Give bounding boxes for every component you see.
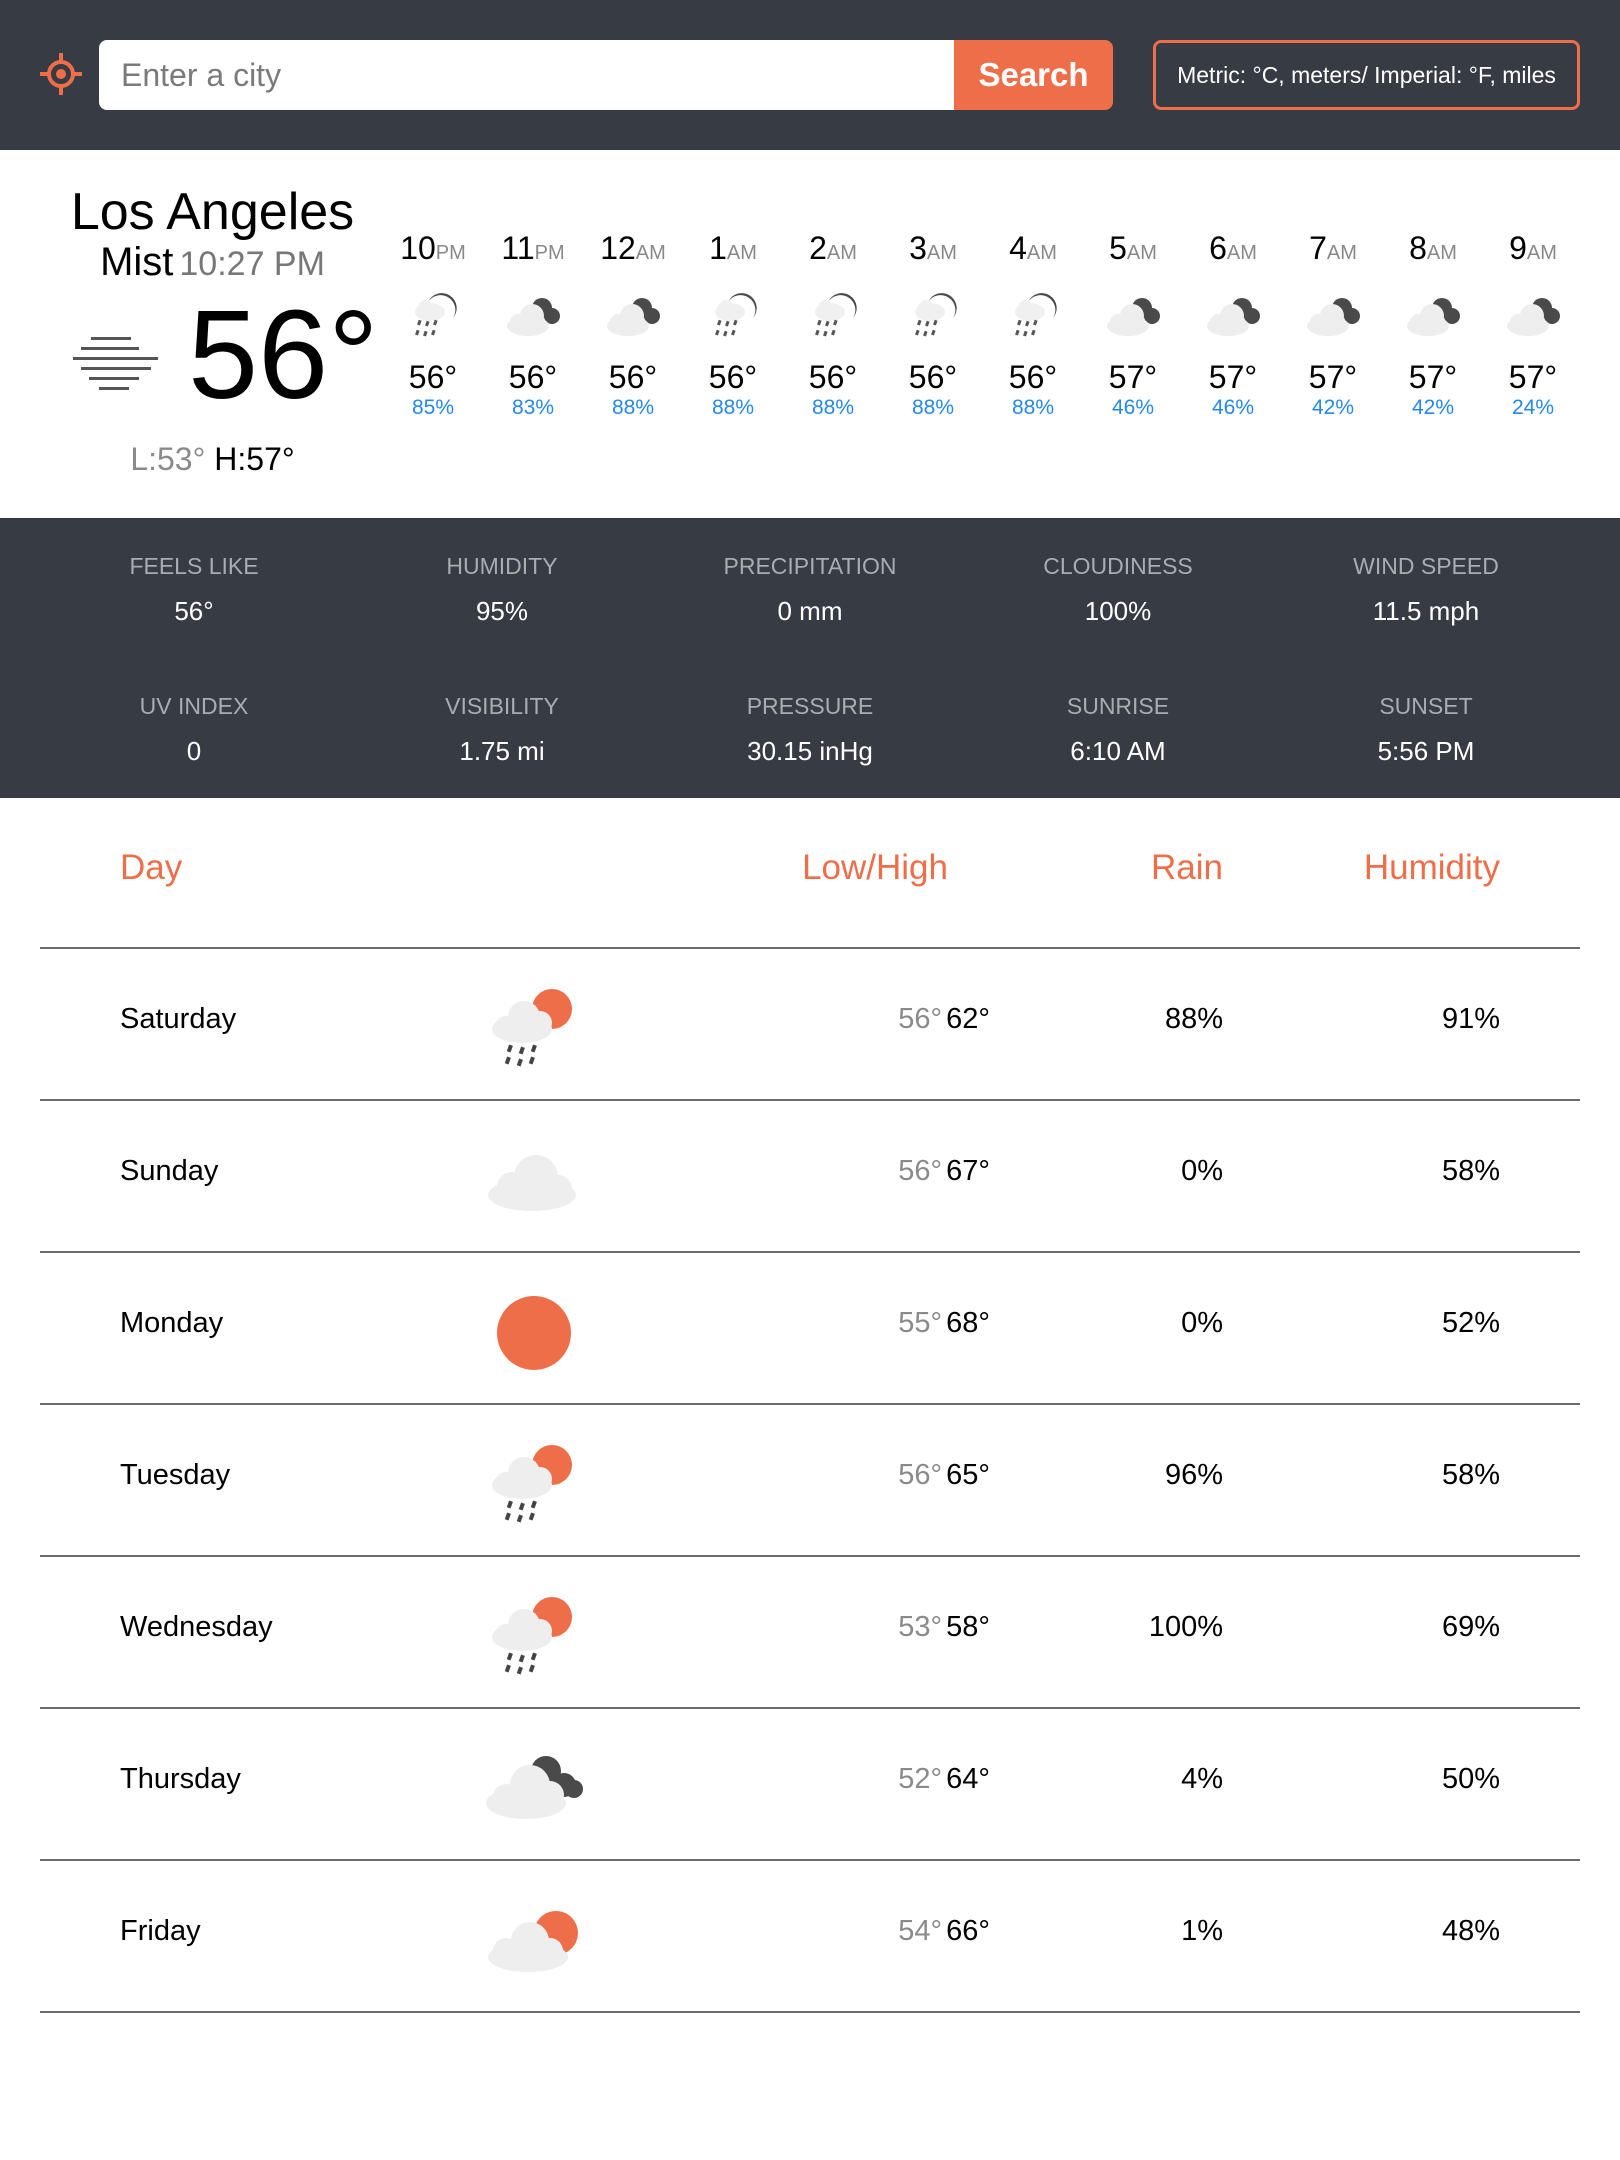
day-low: 56° xyxy=(898,1003,943,1035)
detail-humidity xyxy=(352,553,652,627)
hourly-humidity: 24% xyxy=(1511,396,1555,419)
night-drizzle-icon xyxy=(704,288,762,342)
hourly-temperature: 56° xyxy=(1008,359,1058,395)
hourly-time xyxy=(383,228,483,268)
hourly-temperature: 57° xyxy=(1208,359,1258,395)
hourly-time xyxy=(783,228,883,268)
day-rain: 0% xyxy=(1181,1155,1223,1187)
night-drizzle-icon xyxy=(1004,288,1062,342)
day-name: Wednesday xyxy=(120,1611,273,1643)
detail-wind-speed xyxy=(1276,553,1576,627)
hourly-humidity: 88% xyxy=(1011,396,1055,419)
detail-value: 100% xyxy=(1084,596,1152,626)
day-humidity: 48% xyxy=(1441,1915,1500,1947)
detail-label: SUNRISE xyxy=(1066,693,1170,719)
day-low-high xyxy=(898,1003,990,1036)
day-high: 66° xyxy=(946,1915,990,1947)
detail-value: 0 xyxy=(186,736,202,766)
detail-feels-like xyxy=(44,553,344,627)
day-humidity: 50% xyxy=(1441,1763,1500,1795)
hourly-time xyxy=(1183,228,1283,268)
hourly-time xyxy=(583,228,683,268)
detail-label: HUMIDITY xyxy=(446,553,558,579)
detail-value: 5:56 PM xyxy=(1377,736,1475,766)
hourly-time xyxy=(683,228,783,268)
hourly-ampm: AM xyxy=(1226,242,1257,264)
details-panel xyxy=(0,518,1620,798)
hourly-hour: 12 xyxy=(600,230,636,266)
hourly-temperature: 56° xyxy=(508,359,558,395)
day-low: 55° xyxy=(898,1307,943,1339)
detail-label: WIND SPEED xyxy=(1353,553,1499,579)
hourly-humidity: 85% xyxy=(411,396,455,419)
night-cloudy-icon xyxy=(1104,288,1162,342)
day-humidity: 91% xyxy=(1441,1003,1500,1035)
detail-value: 0 mm xyxy=(777,596,843,626)
day-rain: 0% xyxy=(1181,1307,1223,1339)
day-low-high xyxy=(898,1763,990,1796)
hourly-time xyxy=(1283,228,1383,268)
day-name: Friday xyxy=(120,1915,201,1947)
hourly-hour: 4 xyxy=(1009,230,1027,266)
top-bar xyxy=(0,0,1620,150)
hourly-temperature: 57° xyxy=(1308,359,1358,395)
hourly-hour: 1 xyxy=(709,230,727,266)
hourly-ampm: AM xyxy=(1026,242,1057,264)
day-high: 64° xyxy=(946,1763,990,1795)
current-time: 10:27 PM xyxy=(179,245,325,283)
day-low: 53° xyxy=(898,1611,943,1643)
hourly-humidity: 46% xyxy=(1111,396,1155,419)
detail-label: SUNSET xyxy=(1379,693,1473,719)
day-low: 56° xyxy=(898,1155,943,1187)
day-low-high xyxy=(898,1307,990,1340)
hourly-hour: 8 xyxy=(1409,230,1427,266)
hourly-humidity: 88% xyxy=(711,396,755,419)
current-temperature: 56° xyxy=(188,284,379,425)
hourly-temperature: 56° xyxy=(408,359,458,395)
condition-line xyxy=(20,240,405,285)
detail-visibility xyxy=(352,693,652,767)
detail-label: CLOUDINESS xyxy=(1043,553,1193,579)
day-rain: 100% xyxy=(1148,1611,1223,1643)
hourly-item xyxy=(583,228,683,420)
detail-uv-index xyxy=(44,693,344,767)
hourly-time xyxy=(1383,228,1483,268)
day-humidity: 58% xyxy=(1441,1155,1500,1187)
hourly-time xyxy=(483,228,583,268)
day-name: Sunday xyxy=(120,1155,219,1187)
sun-cloud-rain-icon xyxy=(480,979,590,1079)
night-drizzle-icon xyxy=(804,288,862,342)
hourly-time xyxy=(983,228,1083,268)
daily-header-rain: Rain xyxy=(1151,848,1223,887)
table-row xyxy=(40,1253,1580,1403)
detail-label: PRESSURE xyxy=(746,693,874,719)
hourly-temperature: 56° xyxy=(908,359,958,395)
day-low-high xyxy=(898,1611,990,1644)
current-condition: Mist xyxy=(100,240,174,284)
night-cloudy-icon xyxy=(1304,288,1362,342)
cloud-icon xyxy=(480,1131,590,1231)
detail-value: 11.5 mph xyxy=(1372,596,1480,626)
hourly-item xyxy=(1383,228,1483,420)
hourly-humidity: 88% xyxy=(811,396,855,419)
hourly-ampm: AM xyxy=(635,242,666,264)
day-name: Tuesday xyxy=(120,1459,231,1491)
day-rain: 4% xyxy=(1181,1763,1223,1795)
hourly-ampm: AM xyxy=(726,242,757,264)
hourly-item xyxy=(483,228,583,420)
hourly-temperature: 57° xyxy=(1408,359,1458,395)
night-cloudy-icon xyxy=(1204,288,1262,342)
hourly-ampm: PM xyxy=(534,242,565,264)
day-low-high xyxy=(898,1155,990,1188)
day-humidity: 69% xyxy=(1441,1611,1500,1643)
hourly-temperature: 57° xyxy=(1108,359,1158,395)
detail-sunset xyxy=(1276,693,1576,767)
sun-cloud-icon xyxy=(480,1891,590,1991)
hourly-hour: 9 xyxy=(1509,230,1527,266)
day-rain: 1% xyxy=(1181,1915,1223,1947)
current-low: L:53° xyxy=(130,441,206,477)
detail-precipitation xyxy=(660,553,960,627)
hourly-ampm: AM xyxy=(926,242,957,264)
current-low-high xyxy=(20,441,405,478)
hourly-time xyxy=(1083,228,1183,268)
hourly-item xyxy=(983,228,1083,420)
hourly-item xyxy=(783,228,883,420)
location-icon[interactable] xyxy=(38,51,84,97)
night-drizzle-icon xyxy=(904,288,962,342)
day-humidity: 58% xyxy=(1441,1459,1500,1491)
day-low: 56° xyxy=(898,1459,943,1491)
search-button[interactable]: Search xyxy=(954,40,1113,110)
night-cloudy-icon xyxy=(604,288,662,342)
hourly-item xyxy=(1183,228,1283,420)
day-low-high xyxy=(898,1459,990,1492)
detail-pressure xyxy=(660,693,960,767)
hourly-hour: 5 xyxy=(1109,230,1127,266)
sun-cloud-rain-icon xyxy=(480,1435,590,1535)
units-toggle-button[interactable]: Metric: °C, meters/ Imperial: °F, miles xyxy=(1153,40,1580,110)
detail-label: UV INDEX xyxy=(139,693,249,719)
day-humidity: 52% xyxy=(1441,1307,1500,1339)
current-high: H:57° xyxy=(214,441,295,477)
hourly-ampm: AM xyxy=(826,242,857,264)
hourly-item xyxy=(383,228,483,420)
day-high: 65° xyxy=(946,1459,990,1491)
mist-icon xyxy=(73,335,158,391)
hourly-temperature: 56° xyxy=(708,359,758,395)
detail-value: 30.15 inHg xyxy=(747,736,873,766)
hourly-forecast xyxy=(383,228,1583,438)
hourly-hour: 7 xyxy=(1309,230,1327,266)
hourly-time xyxy=(883,228,983,268)
hourly-humidity: 88% xyxy=(911,396,955,419)
city-name: Los Angeles xyxy=(70,183,355,241)
day-name: Monday xyxy=(120,1307,224,1339)
daily-header-humidity: Humidity xyxy=(1363,848,1500,887)
table-divider xyxy=(40,2011,1580,2013)
night-cloudy-icon xyxy=(1504,288,1562,342)
detail-value: 95% xyxy=(475,596,529,626)
hourly-hour: 11 xyxy=(501,230,535,266)
hourly-humidity: 88% xyxy=(611,396,655,419)
hourly-temperature: 56° xyxy=(808,359,858,395)
hourly-hour: 2 xyxy=(809,230,827,266)
day-high: 68° xyxy=(946,1307,990,1339)
table-row xyxy=(40,1709,1580,1859)
hourly-humidity: 42% xyxy=(1411,396,1455,419)
hourly-temperature: 56° xyxy=(608,359,658,395)
hourly-hour: 3 xyxy=(909,230,927,266)
day-rain: 96% xyxy=(1164,1459,1223,1491)
sun-icon xyxy=(480,1283,590,1383)
hourly-hour: 6 xyxy=(1209,230,1227,266)
hourly-item xyxy=(1083,228,1183,420)
day-high: 62° xyxy=(946,1003,990,1035)
table-row xyxy=(40,1101,1580,1251)
hourly-humidity: 46% xyxy=(1211,396,1255,419)
day-rain: 88% xyxy=(1164,1003,1223,1035)
table-row xyxy=(40,1861,1580,2011)
hourly-humidity: 83% xyxy=(511,396,555,419)
detail-label: VISIBILITY xyxy=(445,693,559,719)
day-name: Thursday xyxy=(120,1763,241,1795)
daily-header-lowhigh: Low/High xyxy=(802,848,948,887)
hourly-item xyxy=(683,228,783,420)
night-cloudy-icon xyxy=(1404,288,1462,342)
hourly-temperature: 57° xyxy=(1508,359,1558,395)
hourly-item xyxy=(1483,228,1583,420)
hourly-item xyxy=(1283,228,1383,420)
day-high: 67° xyxy=(946,1155,990,1187)
night-drizzle-icon xyxy=(404,288,462,342)
detail-value: 56° xyxy=(174,596,214,626)
table-row xyxy=(40,1405,1580,1555)
detail-sunrise xyxy=(968,693,1268,767)
table-row xyxy=(40,949,1580,1099)
hourly-ampm: PM xyxy=(435,242,466,264)
day-low-high xyxy=(898,1915,990,1948)
table-row xyxy=(40,1557,1580,1707)
sun-cloud-rain-icon xyxy=(480,1587,590,1687)
hourly-ampm: AM xyxy=(1526,242,1557,264)
hourly-hour: 10 xyxy=(400,230,436,266)
city-search-input[interactable] xyxy=(99,40,954,110)
day-low: 52° xyxy=(898,1763,943,1795)
detail-label: PRECIPITATION xyxy=(723,553,897,579)
detail-cloudiness xyxy=(968,553,1268,627)
day-high: 58° xyxy=(946,1611,990,1643)
search-form xyxy=(99,40,1113,110)
detail-value: 6:10 AM xyxy=(1070,736,1166,766)
hourly-ampm: AM xyxy=(1326,242,1357,264)
hourly-humidity: 42% xyxy=(1311,396,1355,419)
night-cloudy-icon xyxy=(504,288,562,342)
hourly-ampm: AM xyxy=(1126,242,1157,264)
hourly-time xyxy=(1483,228,1583,268)
day-name: Saturday xyxy=(120,1003,237,1035)
day-low: 54° xyxy=(898,1915,943,1947)
daily-header-day: Day xyxy=(120,848,183,887)
detail-label: FEELS LIKE xyxy=(129,553,259,579)
dark-clouds-icon xyxy=(480,1739,590,1839)
hourly-ampm: AM xyxy=(1426,242,1457,264)
detail-value: 1.75 mi xyxy=(459,736,545,766)
hourly-item xyxy=(883,228,983,420)
